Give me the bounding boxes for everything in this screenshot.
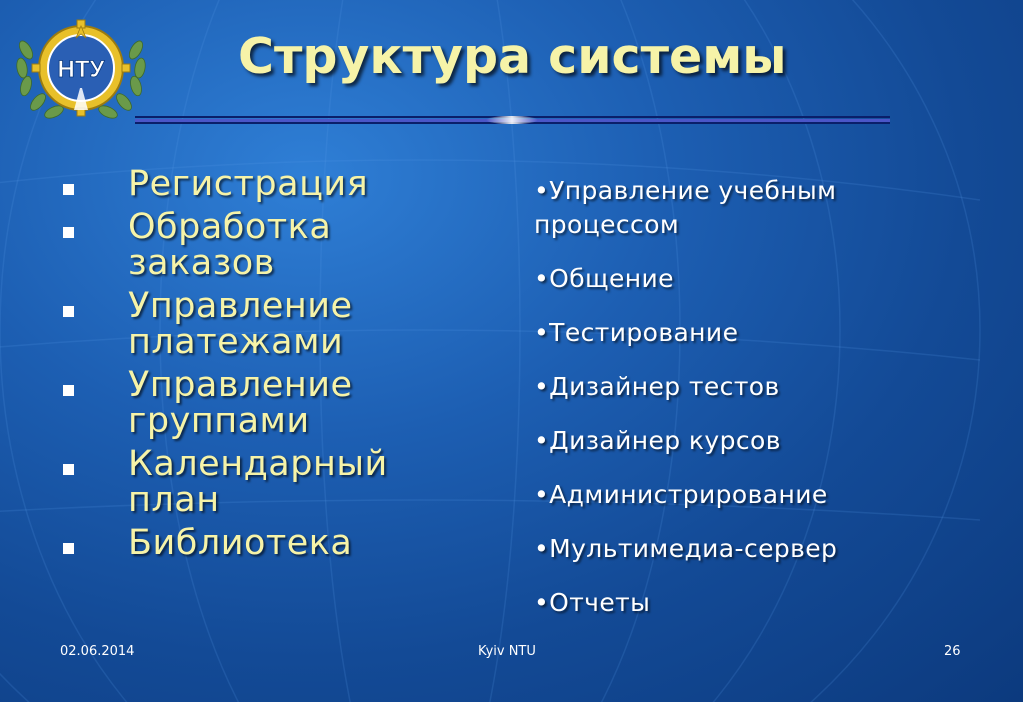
- list-item: •Дизайнер тестов: [534, 372, 780, 401]
- square-bullet-icon: [63, 385, 74, 396]
- list-item: •Отчеты: [534, 588, 651, 617]
- square-bullet-icon: [63, 543, 74, 554]
- list-item: •Администрирование: [534, 480, 828, 509]
- square-bullet-icon: [63, 184, 74, 195]
- left-feature-list: [60, 166, 480, 568]
- list-item: •Дизайнер курсов: [534, 426, 781, 455]
- right-module-list: [534, 174, 954, 640]
- list-item-label: Библиотека: [128, 523, 353, 563]
- logo-text: НТУ: [57, 56, 105, 83]
- list-item: [60, 525, 480, 561]
- slide-title: Структура системы: [238, 28, 787, 85]
- list-item: [60, 446, 480, 518]
- list-item: [60, 367, 480, 439]
- list-item: •Мультимедиа-сервер: [534, 534, 838, 563]
- list-item-label: Календарный план: [128, 444, 388, 520]
- list-item-label: Управление платежами: [128, 286, 353, 362]
- footer-date: 02.06.2014: [60, 644, 135, 659]
- square-bullet-icon: [63, 464, 74, 475]
- page-number: 26: [944, 644, 961, 659]
- list-item: •Управление учебным процессом: [534, 176, 837, 239]
- list-item-label: Управление группами: [128, 365, 353, 441]
- list-item-label: Регистрация: [128, 164, 369, 204]
- list-item: [60, 288, 480, 360]
- title-divider: [135, 114, 890, 126]
- list-item: •Общение: [534, 264, 674, 293]
- list-item-label: Обработка заказов: [128, 207, 332, 283]
- university-logo: [10, 10, 152, 128]
- list-item: •Тестирование: [534, 318, 739, 347]
- list-item: [60, 209, 480, 281]
- footer-caption: Kyiv NTU: [478, 644, 536, 659]
- list-item: [60, 166, 480, 202]
- square-bullet-icon: [63, 306, 74, 317]
- square-bullet-icon: [63, 227, 74, 238]
